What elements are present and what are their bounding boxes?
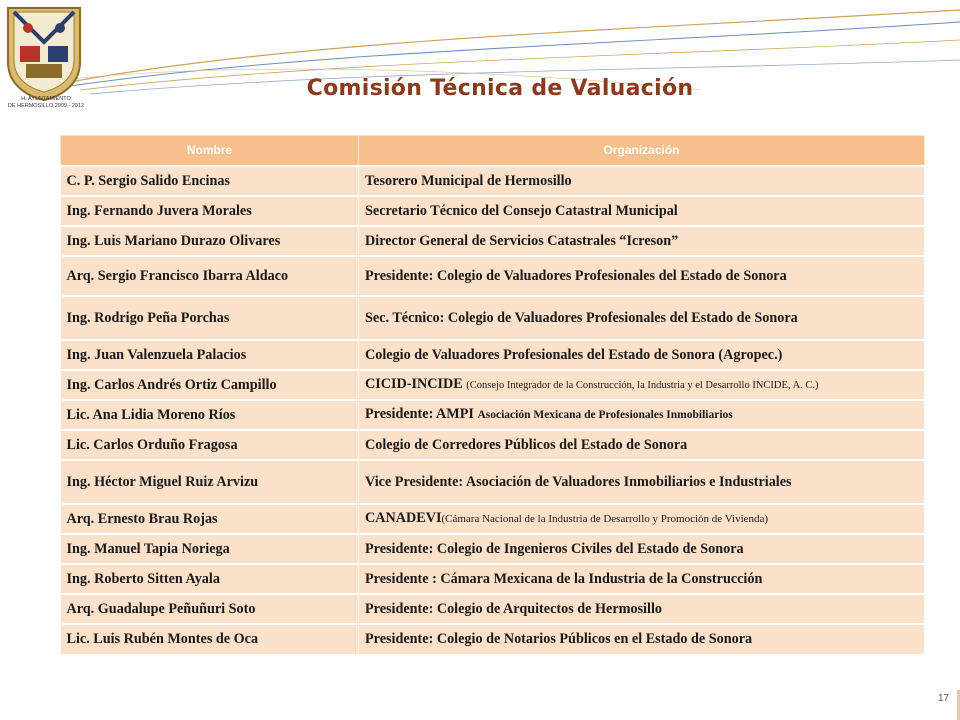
slide-title: Comisión Técnica de Valuación xyxy=(306,76,694,101)
table-row xyxy=(61,504,925,534)
member-name: Ing. Juan Valenzuela Palacios xyxy=(61,340,359,370)
member-name: Lic. Ana Lidia Moreno Ríos xyxy=(61,400,359,430)
table-row xyxy=(61,226,925,256)
member-organization: Secretario Técnico del Consejo Catastral Municipal xyxy=(359,196,925,226)
org-acronym: CICID-INCIDE xyxy=(365,375,463,392)
org-note: (Consejo Integrador de la Construcción, la Industria y el Desarrollo INCIDE, A. C.) xyxy=(466,379,819,391)
member-name: Ing. Fernando Juvera Morales xyxy=(61,196,359,226)
member-name: Ing. Carlos Andrés Ortiz Campillo xyxy=(61,370,359,400)
commission-members-table xyxy=(60,135,925,654)
table-row xyxy=(61,340,925,370)
member-organization: Presidente: Colegio de Ingenieros Civiles del Estado de Sonora xyxy=(359,534,925,564)
table-row xyxy=(61,564,925,594)
table-header-row xyxy=(61,136,925,166)
table-row xyxy=(61,594,925,624)
member-name: Arq. Sergio Francisco Ibarra Aldaco xyxy=(61,256,359,296)
member-name: Arq. Guadalupe Peñuñuri Soto xyxy=(61,594,359,624)
table-row xyxy=(61,534,925,564)
member-name: Ing. Roberto Sitten Ayala xyxy=(61,564,359,594)
logo-caption-line2: DE HERMOSILLO 2009 - 2012 xyxy=(7,103,85,109)
org-acronym: CANADEVI xyxy=(365,510,442,526)
member-name: Lic. Carlos Orduño Fragosa xyxy=(61,430,359,460)
member-organization: Sec. Técnico: Colegio de Valuadores Profesionales del Estado de Sonora xyxy=(359,296,925,340)
table-row xyxy=(61,296,925,340)
member-organization: Presidente: Colegio de Valuadores Profesionales del Estado de Sonora xyxy=(359,256,925,296)
member-organization: Presidente: Colegio de Notarios Públicos en el Estado de Sonora xyxy=(359,624,925,654)
table-row xyxy=(61,166,925,196)
table-row xyxy=(61,430,925,460)
logo-caption-line1: H. AYUNTAMIENTO xyxy=(21,96,71,102)
member-organization xyxy=(359,370,925,400)
table-row xyxy=(61,460,925,504)
member-organization: Tesorero Municipal de Hermosillo xyxy=(359,166,925,196)
member-name: Ing. Héctor Miguel Ruiz Arvizu xyxy=(61,460,359,504)
org-note: (Cámara Nacional de la Industria de Desarrollo y Promoción de Vivienda) xyxy=(441,513,769,525)
commission-members-table-container xyxy=(60,135,924,654)
table-row xyxy=(61,400,925,430)
member-name: Arq. Ernesto Brau Rojas xyxy=(61,504,359,534)
header-organizacion: Organización xyxy=(359,136,925,166)
member-name: Ing. Luis Mariano Durazo Olivares xyxy=(61,226,359,256)
table-row xyxy=(61,624,925,654)
member-name: Ing. Manuel Tapia Noriega xyxy=(61,534,359,564)
member-organization: Presidente : Cámara Mexicana de la Industria de la Construcción xyxy=(359,564,925,594)
member-organization: Colegio de Corredores Públicos del Estado de Sonora xyxy=(359,430,925,460)
header-swoosh-lines xyxy=(0,0,960,120)
member-organization: Director General de Servicios Catastrales “Icreson” xyxy=(359,226,925,256)
page-number: 17 xyxy=(938,693,950,704)
org-note: Asociación Mexicana de Profesionales Inmobiliarios xyxy=(477,409,733,421)
table-row xyxy=(61,370,925,400)
member-organization: Presidente: Colegio de Arquitectos de Hermosillo xyxy=(359,594,925,624)
member-name: Lic. Luis Rubén Montes de Oca xyxy=(61,624,359,654)
member-organization: Vice Presidente: Asociación de Valuadores Inmobiliarios e Industriales xyxy=(359,460,925,504)
member-name: Ing. Rodrigo Peña Porchas xyxy=(61,296,359,340)
table-row xyxy=(61,256,925,296)
member-name: C. P. Sergio Salido Encinas xyxy=(61,166,359,196)
table-row xyxy=(61,196,925,226)
member-organization xyxy=(359,400,925,430)
header-nombre: Nombre xyxy=(61,136,359,166)
member-organization xyxy=(359,504,925,534)
org-acronym: Presidente: AMPI xyxy=(365,406,474,422)
member-organization: Colegio de Valuadores Profesionales del Estado de Sonora (Agropec.) xyxy=(359,340,925,370)
